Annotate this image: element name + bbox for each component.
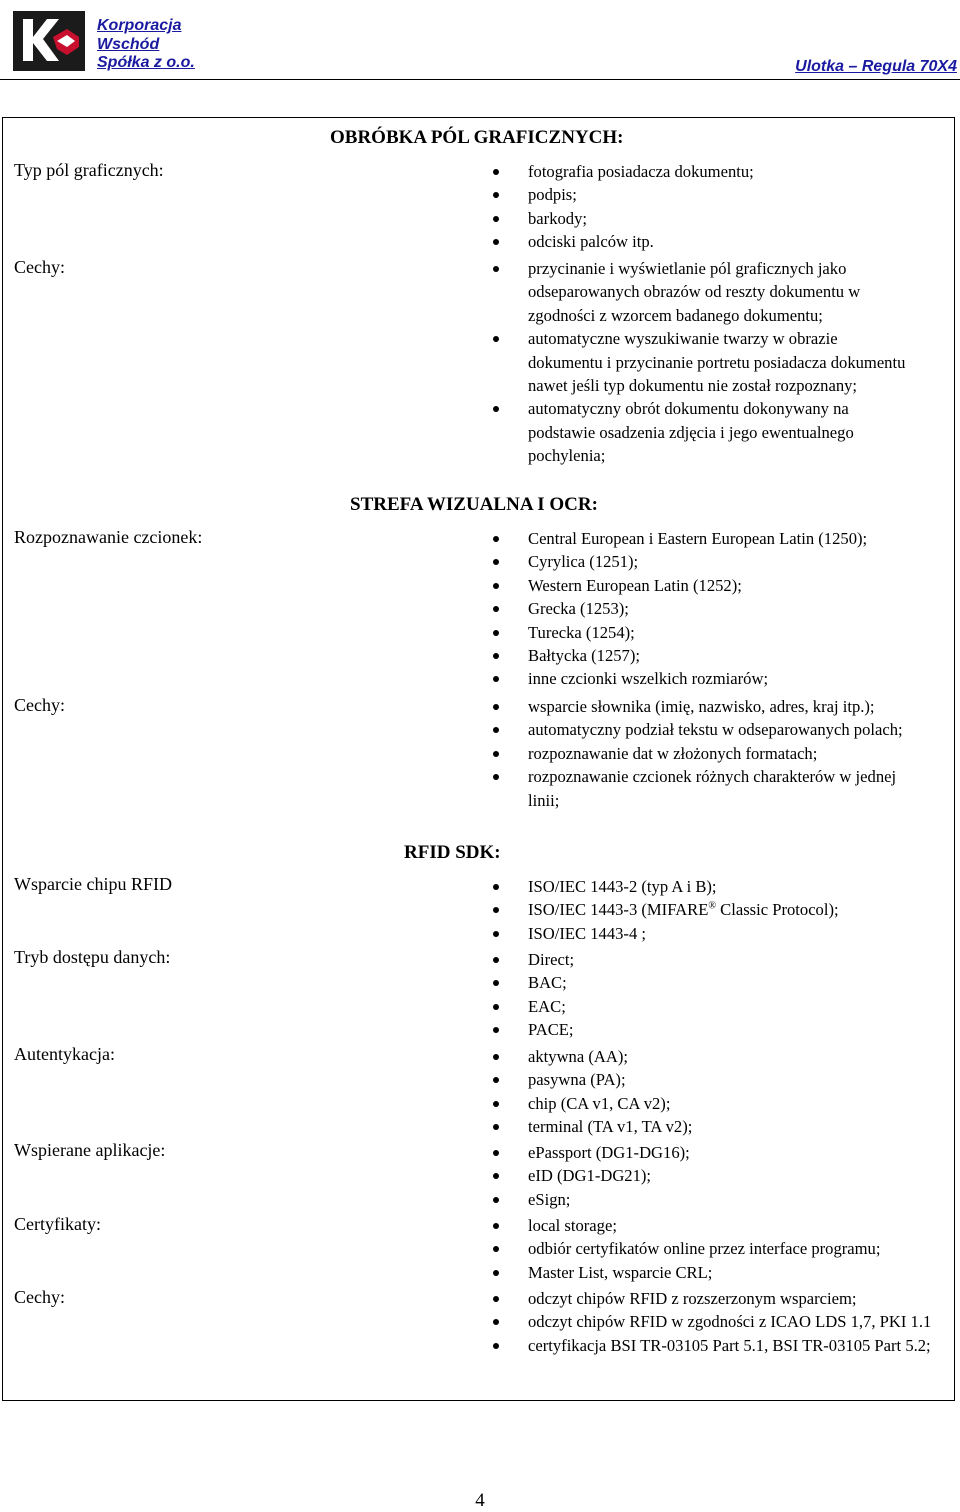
- list-item: barkody;: [492, 207, 942, 230]
- list-item: PACE;: [492, 1018, 942, 1041]
- list-data-access: [492, 948, 942, 1042]
- label-certificates: Certyfikaty:: [14, 1214, 101, 1234]
- list-item: chip (CA v1, CA v2);: [492, 1092, 942, 1115]
- document-title: Ulotka – Regula 70X4: [795, 58, 957, 75]
- label-ocr-features: Cechy:: [14, 695, 65, 715]
- list-item: automatyczny obrót dokumentu dokonywany na podstawie osadzenia zdjęcia i jego ewentualnego pochylenia;: [492, 397, 912, 467]
- list-applications: [492, 1141, 942, 1211]
- company-name-line: Spółka z o.o.: [97, 54, 195, 71]
- list-item: Central European i Eastern European Latin (1250);: [492, 527, 942, 550]
- list-item: certyfikacja BSI TR-03105 Part 5.1, BSI TR-03105 Part 5.2;: [492, 1334, 932, 1357]
- list-rfid-features: [492, 1287, 932, 1357]
- label-rfid-chip: Wsparcie chipu RFID: [14, 874, 172, 894]
- label-graphic-features: Cechy:: [14, 257, 65, 277]
- list-item: BAC;: [492, 971, 942, 994]
- list-item: pasywna (PA);: [492, 1068, 942, 1091]
- company-name: [97, 17, 195, 73]
- company-logo-icon: [13, 11, 85, 71]
- list-item: Grecka (1253);: [492, 597, 942, 620]
- list-item: Master List, wsparcie CRL;: [492, 1261, 942, 1284]
- section-title-ocr: STREFA WIZUALNA I OCR:: [350, 494, 598, 515]
- list-item: Direct;: [492, 948, 942, 971]
- list-authentication: [492, 1045, 942, 1139]
- company-name-line: Wschód: [97, 35, 160, 53]
- list-certificates: [492, 1214, 942, 1284]
- list-item: ISO/IEC 1443-4 ;: [492, 922, 942, 945]
- label-applications: Wspierane aplikacje:: [14, 1140, 166, 1160]
- list-item: inne czcionki wszelkich rozmiarów;: [492, 667, 942, 690]
- mifare-text: ISO/IEC 1443-3 (MIFARE: [528, 900, 709, 920]
- label-graphic-types: Typ pól graficznych:: [14, 160, 164, 180]
- list-item: automatyczny podział tekstu w odseparowanych polach;: [492, 718, 912, 741]
- label-rfid-features: Cechy:: [14, 1287, 65, 1307]
- page-number: 4: [475, 1490, 485, 1511]
- list-item: rozpoznawanie czcionek różnych charakterów w jednej linii;: [492, 765, 912, 812]
- list-item: Cyrylica (1251);: [492, 550, 942, 573]
- list-item: podpis;: [492, 183, 942, 206]
- mifare-text-rest: Classic Protocol);: [716, 900, 839, 920]
- list-item: automatyczne wyszukiwanie twarzy w obrazie dokumentu i przycinanie portretu posiadacza dokumentu nawet jeśli typ dokumentu nie został rozpoznany;: [492, 327, 912, 397]
- list-item: ISO/IEC 1443-2 (typ A i B);: [492, 875, 942, 898]
- list-item: local storage;: [492, 1214, 942, 1237]
- header-rule: [0, 79, 960, 80]
- list-item: odczyt chipów RFID z rozszerzonym wsparciem;: [492, 1287, 932, 1310]
- list-item: ePassport (DG1-DG16);: [492, 1141, 942, 1164]
- list-item: EAC;: [492, 995, 942, 1018]
- list-item: Turecka (1254);: [492, 621, 942, 644]
- list-item: Bałtycka (1257);: [492, 644, 942, 667]
- list-item: aktywna (AA);: [492, 1045, 942, 1068]
- section-title-graphics: OBRÓBKA PÓL GRAFICZNYCH:: [330, 127, 624, 148]
- label-authentication: Autentykacja:: [14, 1044, 115, 1064]
- list-fonts: [492, 527, 942, 691]
- company-name-line: Korporacja: [97, 17, 182, 34]
- list-item: eID (DG1-DG21);: [492, 1164, 942, 1187]
- page-header: [0, 0, 960, 90]
- list-item: odczyt chipów RFID w zgodności z ICAO LDS 1,7, PKI 1.1: [492, 1310, 932, 1333]
- list-item: terminal (TA v1, TA v2);: [492, 1115, 942, 1138]
- label-fonts: Rozpoznawanie czcionek:: [14, 527, 203, 547]
- list-item: rozpoznawanie dat w złożonych formatach;: [492, 742, 912, 765]
- list-ocr-features: [492, 695, 912, 812]
- list-item: fotografia posiadacza dokumentu;: [492, 160, 942, 183]
- list-graphic-types: [492, 160, 942, 254]
- list-rfid-chip: [492, 875, 942, 945]
- list-item: wsparcie słownika (imię, nazwisko, adres, kraj itp.);: [492, 695, 912, 718]
- section-title-rfid: RFID SDK:: [404, 842, 501, 863]
- list-item: odbiór certyfikatów online przez interface programu;: [492, 1237, 942, 1260]
- list-graphic-features: [492, 257, 912, 468]
- list-item: przycinanie i wyświetlanie pól graficznych jako odseparowanych obrazów od reszty dokumentu w zgodności z wzorcem badanego dokumentu;: [492, 257, 912, 327]
- registered-mark: ®: [708, 900, 716, 912]
- list-item: eSign;: [492, 1188, 942, 1211]
- label-data-access: Tryb dostępu danych:: [14, 947, 171, 967]
- list-item: [492, 898, 942, 921]
- list-item: Western European Latin (1252);: [492, 574, 942, 597]
- list-item: odciski palców itp.: [492, 230, 942, 253]
